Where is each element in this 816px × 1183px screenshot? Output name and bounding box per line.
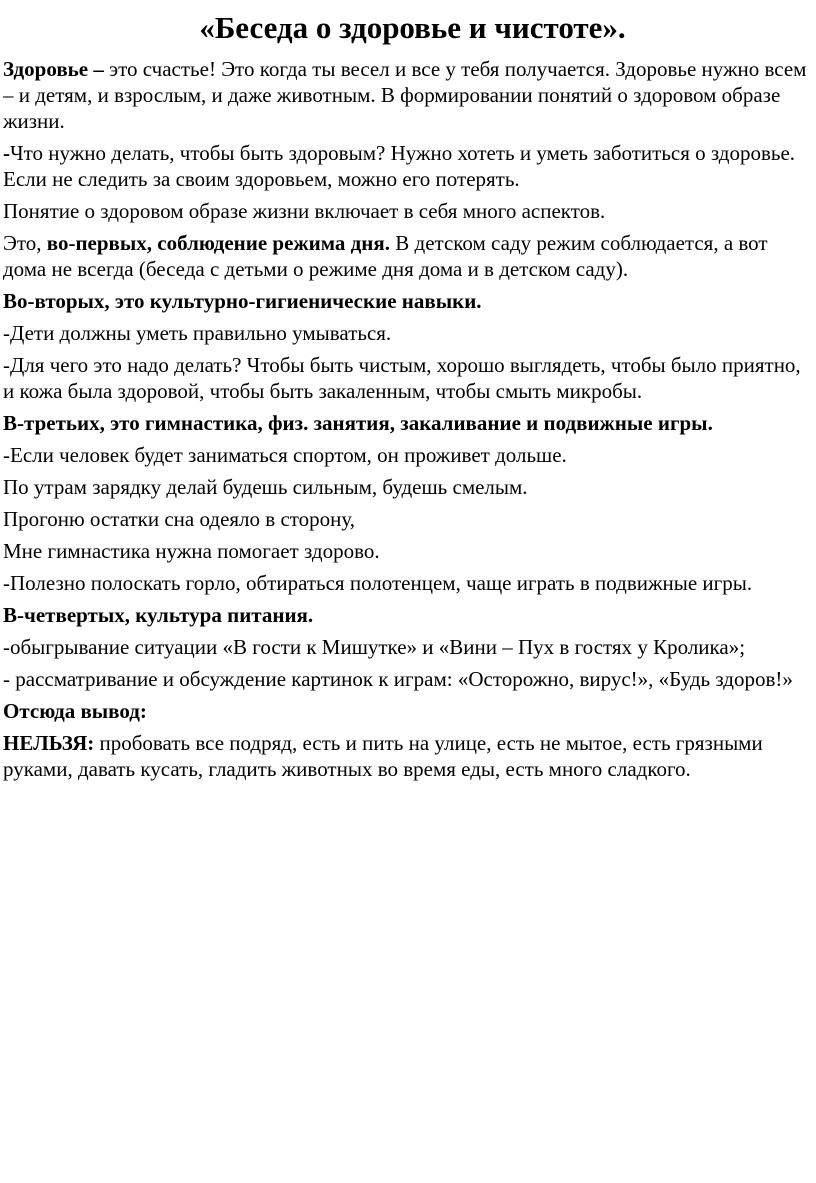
paragraph-what-to-do [3,140,808,192]
document-title: «Беседа о здоровье и чистоте». [199,10,626,45]
paragraph-pictures: - рассматривание и обсуждение картинок к играм: «Осторожно, вирус!», «Будь здоров!» [3,667,793,691]
term-health: Здоровье – [3,57,104,81]
heading-conclusion: Отсюда вывод: [3,699,147,723]
paragraph-aspects: Понятие о здоровом образе жизни включает в себя много аспектов. [3,199,606,223]
paragraph-first-point [3,230,808,282]
paragraph-roleplay: -обыгрывание ситуации «В гости к Мишутке» и «Вини – Пух в гостях у Кролика»; [3,635,746,659]
paragraph-text: это счастье! Это когда ты весел и все у тебя получается. Здоровье нужно всем – и детям, и взрослым, и даже животным. В формировании понятий о здоровом образе жизни. [3,57,807,133]
paragraph-forbidden [3,730,808,782]
dash-marker: - [3,141,10,165]
heading-daily-routine: во-первых, соблюдение режима дня. [46,231,391,255]
poem-line-2: Прогоню остатки сна одеяло в сторону, [3,507,356,531]
paragraph-health-definition [3,56,808,134]
paragraph-sport: -Если человек будет заниматься спортом, он проживет дольше. [3,443,567,467]
poem-line-1: По утрам зарядку делай будешь сильным, будешь смелым. [3,475,528,499]
heading-gymnastics: В-третьих, это гимнастика, физ. занятия, закаливание и подвижные игры. [3,411,713,435]
heading-hygiene-skills: Во-вторых, это культурно-гигиенические навыки. [3,289,482,313]
paragraph-text: В детском саду режим соблюдается, а вот дома не всегда (беседа с детьми о режиме дня дома и в детском саду). [3,231,768,281]
paragraph-gargle: -Полезно полоскать горло, обтираться полотенцем, чаще играть в подвижные игры. [3,571,753,595]
poem-line-3: Мне гимнастика нужна помогает здорово. [3,539,380,563]
paragraph-text: Что нужно делать, чтобы быть здоровым? Нужно хотеть и уметь заботиться о здоровье. Если не следить за своим здоровьем, можно его потерять. [3,141,796,191]
paragraph-prefix: Это, [3,231,47,255]
heading-nutrition: В-четвертых, культура питания. [3,603,314,627]
paragraph-washing: -Дети должны уметь правильно умываться. [3,321,392,345]
paragraph-why-wash: -Для чего это надо делать? Чтобы быть чистым, хорошо выглядеть, чтобы было приятно, и кожа была здоровой, чтобы быть закаленным, чтобы смыть микробы. [3,353,801,403]
term-forbidden: НЕЛЬЗЯ: [3,731,95,755]
paragraph-text: пробовать все подряд, есть и пить на улице, есть не мытое, есть грязными руками, давать кусать, гладить животных во время еды, есть много сладкого. [3,731,763,781]
